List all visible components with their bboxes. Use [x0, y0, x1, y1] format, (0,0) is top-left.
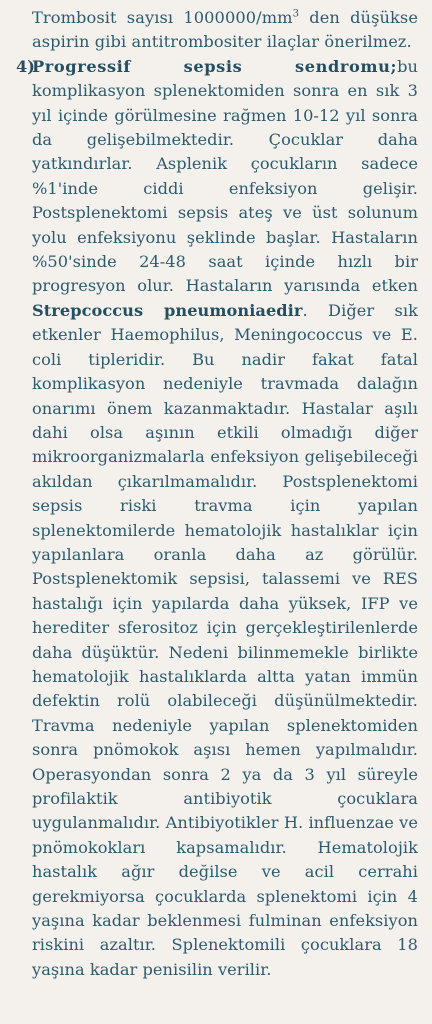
item-text-part-2: . Diğer sık etkenler Haemophilus, Meningococcus ve E. coli tipleridir. Bu nadir fakat fatal komplikasyon nedeniyle travmada dalağın onarımı önem kazanmaktadır. Hastalar aşılı dahi olsa aşının etkili olmadığı diğer mikroorganizmalarla enfeksiyon gelişebileceği akıldan çıkarılmamalıdır. Postsplenektomi sepsis riski travma için yapılan splenektomilerde hematolojik hastalıklar için yapılanlara oranla daha az görülür. Postsplenektomik sepsisi, talassemi ve RES hastalığı için yapılarda daha yüksek, IFP ve herediter sferositoz için gerçekleştirilenlerde daha düşüktür. Nedeni bilinmemekle birlikte hematolojik hastalıklarda altta yatan immün defektin rolü olabileceği düşünülmektedir. Travma nedeniyle yapılan splenektomiden sonra pnömokok aşısı hemen yapılmalıdır. Operasyondan sonra 2 ya da 3 yıl süreyle profilaktik antibiyotik çocuklara uygulanmalıdır. Antibiyotikler H. influenzae ve pnömokokları kapsamalıdır. Hematolojik hastalık ağır değilse ve acil cerrahi gerekmiyorsa çocuklarda splenektomi için 4 yaşına kadar beklenmesi fulminan enfeksiyon riskini azaltır. Splenektomili çocuklara 18 yaşına kadar penisilin verilir.: [32, 300, 418, 979]
intro-paragraph: [32, 6, 418, 55]
list-item-4: [16, 55, 418, 982]
item-paragraph: [32, 55, 418, 982]
superscript-exponent: 3: [292, 8, 300, 20]
intro-text-continued: den düşükse aspirin gibi antitrombositer ilaçlar önerilmez.: [32, 8, 418, 52]
item-number: 4): [16, 56, 35, 76]
intro-text: Trombosit sayısı 1000000/mm: [32, 8, 293, 27]
pathogen-term: Strepcoccus pneumoniaedir: [32, 300, 303, 320]
item-text-part-1: bu komplikasyon splenektomiden sonra en sık 3 yıl içinde görülmesine rağmen 10-12 yıl sonra da gelişebilmektedir. Çocuklar daha yatkındırlar. Asplenik çocukların sadece %1'inde ciddi enfeksiyon gelişir. Postsplenektomi sepsis ateş ve üst solunum yolu enfeksiyonu şeklinde başlar. Hastaların %50'sinde 24-48 saat içinde hızlı bir progresyon olur. Hastaların yarısında etken: [32, 56, 418, 296]
item-title: Progressif sepsis sendromu;: [32, 56, 398, 76]
